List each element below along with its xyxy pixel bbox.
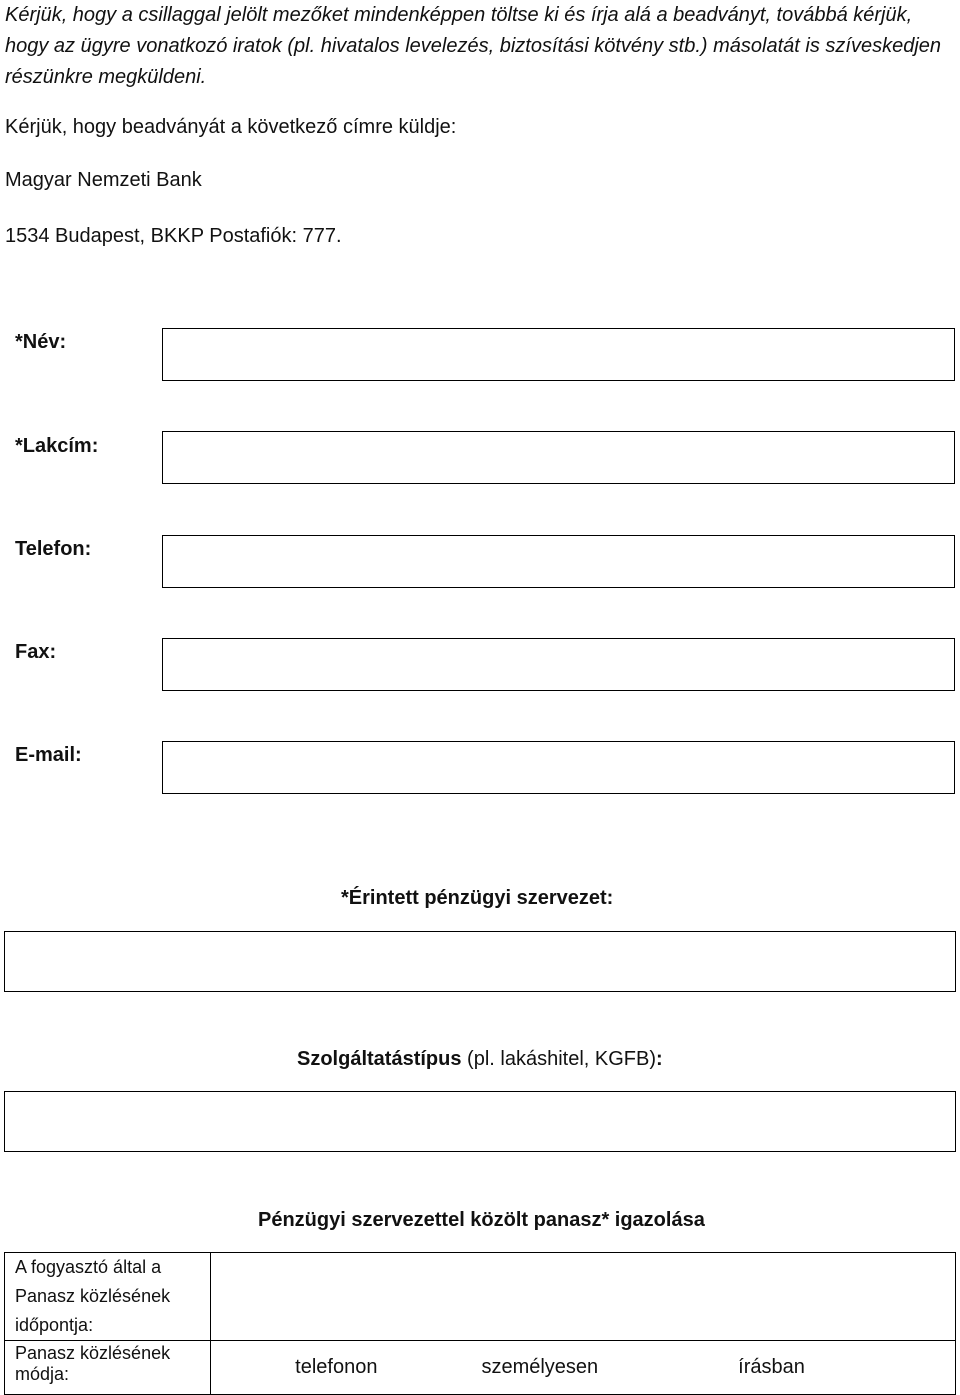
fax-field[interactable] xyxy=(162,638,955,691)
complaint-mode-written[interactable]: írásban xyxy=(608,1341,955,1395)
service-type-field[interactable] xyxy=(4,1091,956,1152)
complaint-date-label: A fogyasztó által a Panasz közlésének időpontja: xyxy=(5,1253,211,1341)
address-prompt: Kérjük, hogy beadványát a következő címre küldje: xyxy=(5,116,457,138)
complaint-date-field[interactable] xyxy=(211,1253,956,1341)
complaint-table xyxy=(4,1252,956,1395)
address-field[interactable] xyxy=(162,431,955,484)
name-label: *Név: xyxy=(15,331,67,353)
organization-heading: *Érintett pénzügyi szervezet: xyxy=(341,887,614,909)
email-field[interactable] xyxy=(162,741,955,794)
complaint-heading: Pénzügyi szervezettel közölt panasz* igazolása xyxy=(258,1209,705,1231)
fax-label: Fax: xyxy=(15,641,57,663)
service-type-heading-example: (pl. lakáshitel, KGFB) xyxy=(461,1048,656,1070)
organization-field[interactable] xyxy=(4,931,956,992)
service-type-heading-colon: : xyxy=(656,1048,663,1070)
service-type-heading xyxy=(297,1048,663,1071)
complaint-mode-label: Panasz közlésének módja: xyxy=(5,1341,211,1395)
name-field[interactable] xyxy=(162,328,955,381)
address-name: Magyar Nemzeti Bank xyxy=(5,169,202,191)
address-street: 1534 Budapest, BKKP Postafiók: 777. xyxy=(5,225,342,247)
intro-text: Kérjük, hogy a csillaggal jelölt mezőket mindenképpen töltse ki és írja alá a beadványt, továbbá kérjük, hogy az ügyre vonatkozó iratok (pl. hivatalos levelezés, biztosítási kötvény stb.) másolatát is szíveskedjen részünkre megküldeni. xyxy=(5,4,942,88)
phone-label: Telefon: xyxy=(15,538,92,560)
address-label: *Lakcím: xyxy=(15,435,99,457)
complaint-mode-phone[interactable]: telefonon xyxy=(211,1341,388,1395)
complaint-mode-in-person[interactable]: személyesen xyxy=(387,1341,608,1395)
email-label: E-mail: xyxy=(15,744,82,766)
phone-field[interactable] xyxy=(162,535,955,588)
service-type-heading-bold: Szolgáltatástípus xyxy=(297,1048,462,1070)
